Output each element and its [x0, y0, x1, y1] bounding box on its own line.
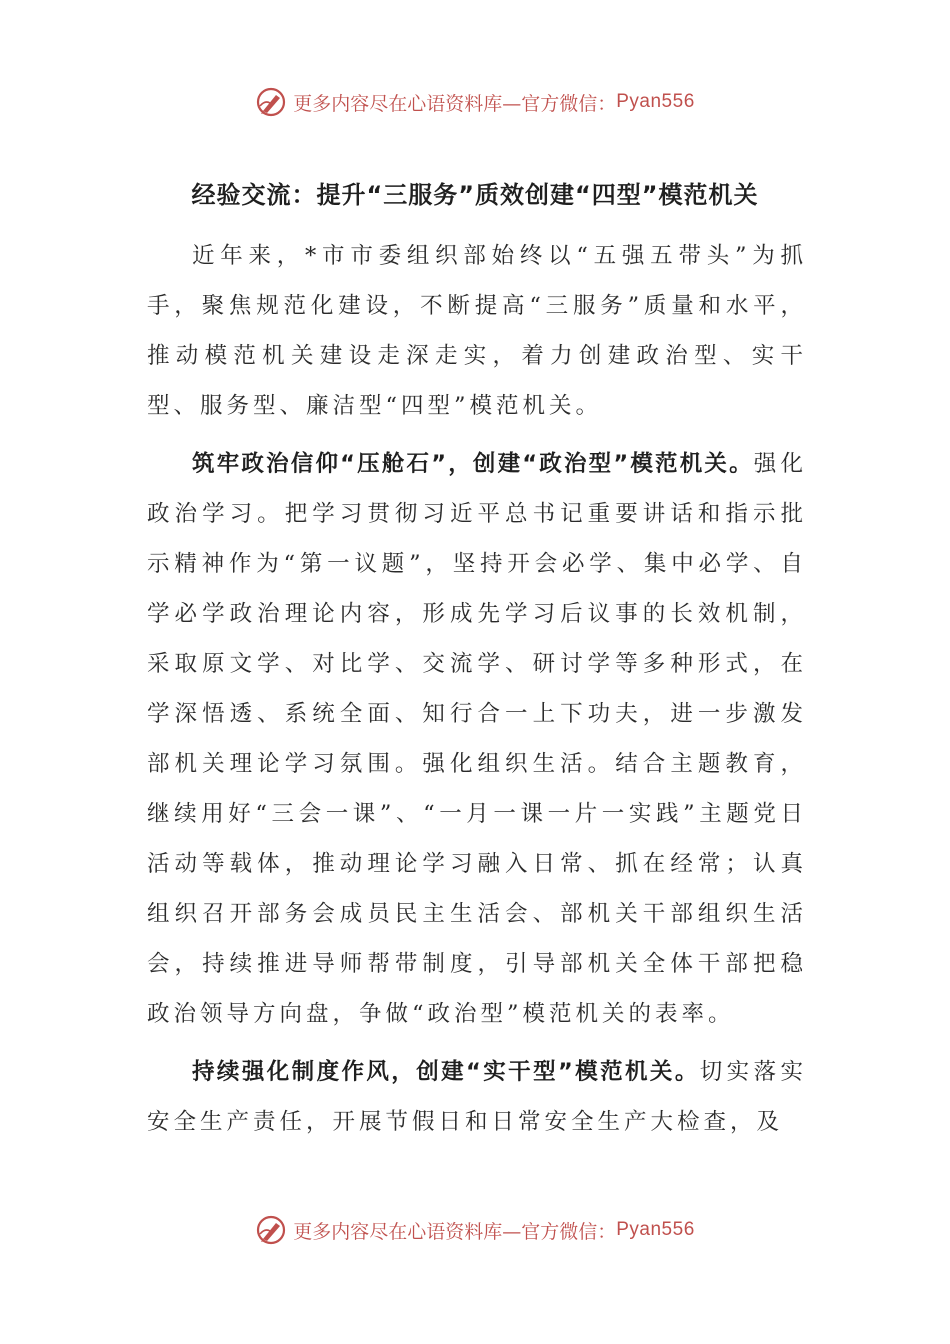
pen-logo-icon — [255, 86, 287, 118]
paragraph-practical — [147, 1047, 807, 1147]
watermark-header — [0, 82, 950, 122]
watermark-text: 更多内容尽在心语资料库—官方微信： — [293, 1220, 617, 1243]
document-title: 经验交流：提升“三服务”质效创建“四型”模范机关 — [191, 181, 759, 209]
paragraph-heading: 筑牢政治信仰“压舱石”，创建“政治型”模范机关。 — [192, 451, 754, 477]
watermark-handle: Pyan556 — [616, 1219, 695, 1240]
watermark-footer — [0, 1210, 950, 1250]
paragraph-political — [147, 439, 807, 1039]
watermark-text: 更多内容尽在心语资料库—官方微信： — [293, 92, 617, 115]
pen-logo-icon — [255, 1214, 287, 1246]
paragraph-heading: 持续强化制度作风，创建“实干型”模范机关。 — [192, 1059, 700, 1085]
document-body — [147, 231, 807, 1147]
watermark-handle: Pyan556 — [616, 91, 695, 112]
paragraph-text: 强化政治学习。把学习贯彻习近平总书记重要讲话和指示批示精神作为“第一议题”，坚持开会必学、集中必学、自学必学政治理论内容，形成先学习后议事的长效机制，采取原文学、对比学、交流学、研讨学等多种形式，在学深悟透、系统全面、知行合一上下功夫，进一步激发部机关理论学习氛围。强化组织生活。结合主题教育，继续用好“三会一课”、“一月一课一片一实践”主题党日活动等载体，推动理论学习融入日常、抓在经常；认真组织召开部务会成员民主生活会、部机关干部组织生活会，持续推进导师帮带制度，引导部机关全体干部把稳政治领导方向盘，争做“政治型”模范机关的表率。 — [147, 451, 807, 1027]
paragraph-text: 切实落实安全生产责任，开展节假日和日常安全生产大检查，及 — [147, 1059, 807, 1135]
paragraph-intro — [147, 231, 807, 431]
paragraph-text: 近年来，*市市委组织部始终以“五强五带头”为抓手，聚焦规范化建设，不断提高“三服务”质量和水平，推动模范机关建设走深走实，着力创建政治型、实干型、服务型、廉洁型“四型”模范机关。 — [147, 243, 807, 419]
